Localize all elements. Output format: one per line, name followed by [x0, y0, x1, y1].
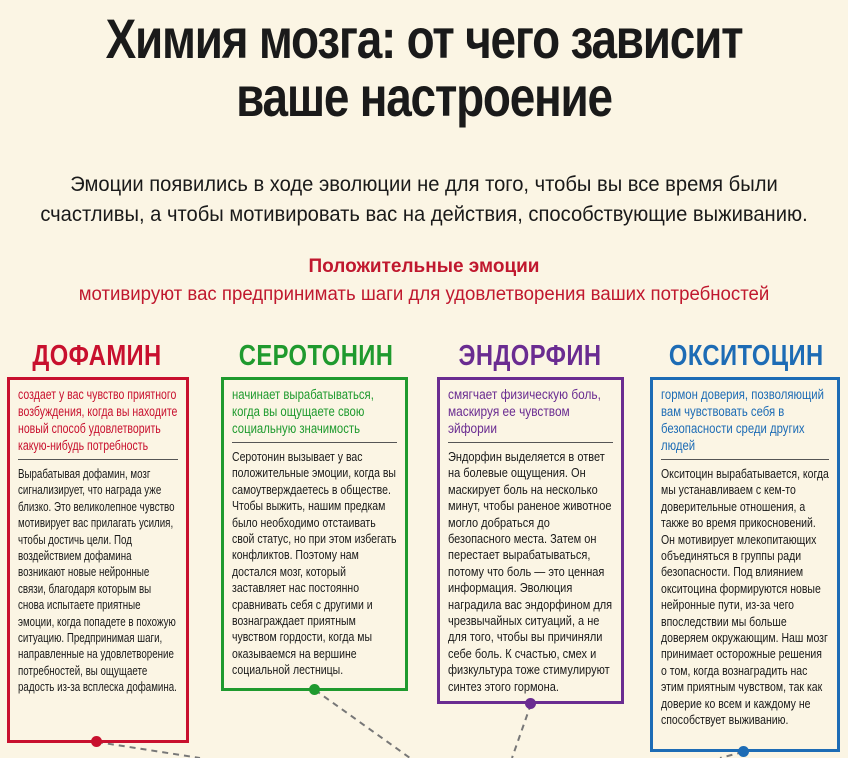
serotonin-title: СЕРОТОНИН [238, 340, 394, 372]
endorphin-divider [448, 442, 613, 443]
serotonin-divider [232, 442, 397, 443]
endorphin-highlight: смягчает физическую боль, маскируя ее чувством эйфории [448, 387, 601, 436]
oxytocin-body: Окситоцин вырабатывается, когда мы устанавливаем с кем-то доверительные отношения, а также во время прикосновений. Он мотивирует млекопитающих объединяться в группы ради безопасности. Под влиянием окситоцина формируются новые нейронные пути, из-за чего впоследствии мы больше доверяем окружающим. Наш мозг принимает осторожные решения о том, когда вознаградить нас этим приятным чувством, так как доверие ко всем и каждому не способствует выживанию. [661, 467, 829, 728]
oxytocin-dot [738, 746, 749, 757]
endorphin-title: ЭНДОРФИН [458, 340, 602, 372]
endorphin-dot [525, 698, 536, 709]
serotonin-body: Серотонин вызывает у вас положительные эмоции, когда вы самоутверждаетесь в обществе. Чтобы выжить, нашим предкам было необходимо отстаивать свой статус, но при этом избегать конфликтов. Поэтому нам достался мозг, который заставляет нас постоянно сравнивать себя с другими и вознаграждает приятным чувством гордости, когда мы оказываемся на вершине социальной лестницы. [232, 450, 397, 678]
endorphin-card [437, 377, 624, 704]
connector-line-dopamine [97, 742, 200, 758]
oxytocin-title: ОКСИТОЦИН [668, 340, 824, 372]
dopamine-highlight: создает у вас чувство приятного возбуждения, когда вы находите новый способ удовлетворить какую-нибудь потребность [18, 387, 178, 453]
connector-line-serotonin [315, 690, 410, 758]
lead-line-2: счастливы, а чтобы мотивировать вас на действия, способствующие выживанию. [40, 203, 808, 226]
serotonin-dot [309, 684, 320, 695]
oxytocin-highlight: гормон доверия, позволяющий вам чувствовать себя в безопасности среди других людей [661, 387, 824, 453]
title-line-2: ваше настроение [236, 65, 612, 128]
endorphin-body: Эндорфин выделяется в ответ на болевые ощущения. Он маскирует боль на несколько минут, чтобы раненое животное могло добраться до безопасного места. Затем он перестает вырабатываться, потому что боль — это ценная информация. Эволюция наградила вас эндорфином для чрезвычайных ситуаций, а не для того, чтобы вы причиняли себе боль. К счастью, смех и физкультура тоже стимулируют синтез этого гормона. [448, 450, 613, 694]
oxytocin-card [650, 377, 840, 752]
serotonin-card [221, 377, 408, 691]
serotonin-highlight: начинает вырабатываться, когда вы ощущаете свою социальную значимость [232, 387, 374, 436]
positive-emotions-subtitle: мотивируют вас предпринимать шаги для удовлетворения ваших потребностей [78, 284, 770, 305]
lead-line-1: Эмоции появились в ходе эволюции не для того, чтобы вы все время были [70, 173, 778, 196]
title-line-1: Химия мозга: от чего зависит [105, 7, 743, 70]
dopamine-body: Вырабатывая дофамин, мозг сигнализирует, что награда уже близко. Это великолепное чувство мотивирует вас прилагать усилия, чтобы достичь цели. Под воздействием дофамина возникают новые нейронные связи, благодаря которым вы снова испытаете приятные эмоции, когда попадете в похожую ситуацию. Предпринимая шаги, направленные на удовлетворение потребностей, вы ощущаете радость из-за всплеска дофамина. [18, 467, 177, 695]
dopamine-card [7, 377, 189, 743]
dopamine-dot [91, 736, 102, 747]
positive-emotions-title: Положительные эмоции [308, 256, 540, 277]
oxytocin-divider [661, 459, 829, 460]
dopamine-title: ДОФАМИН [32, 340, 162, 372]
dopamine-divider [18, 459, 178, 460]
connector-line-endorphin [512, 704, 531, 758]
